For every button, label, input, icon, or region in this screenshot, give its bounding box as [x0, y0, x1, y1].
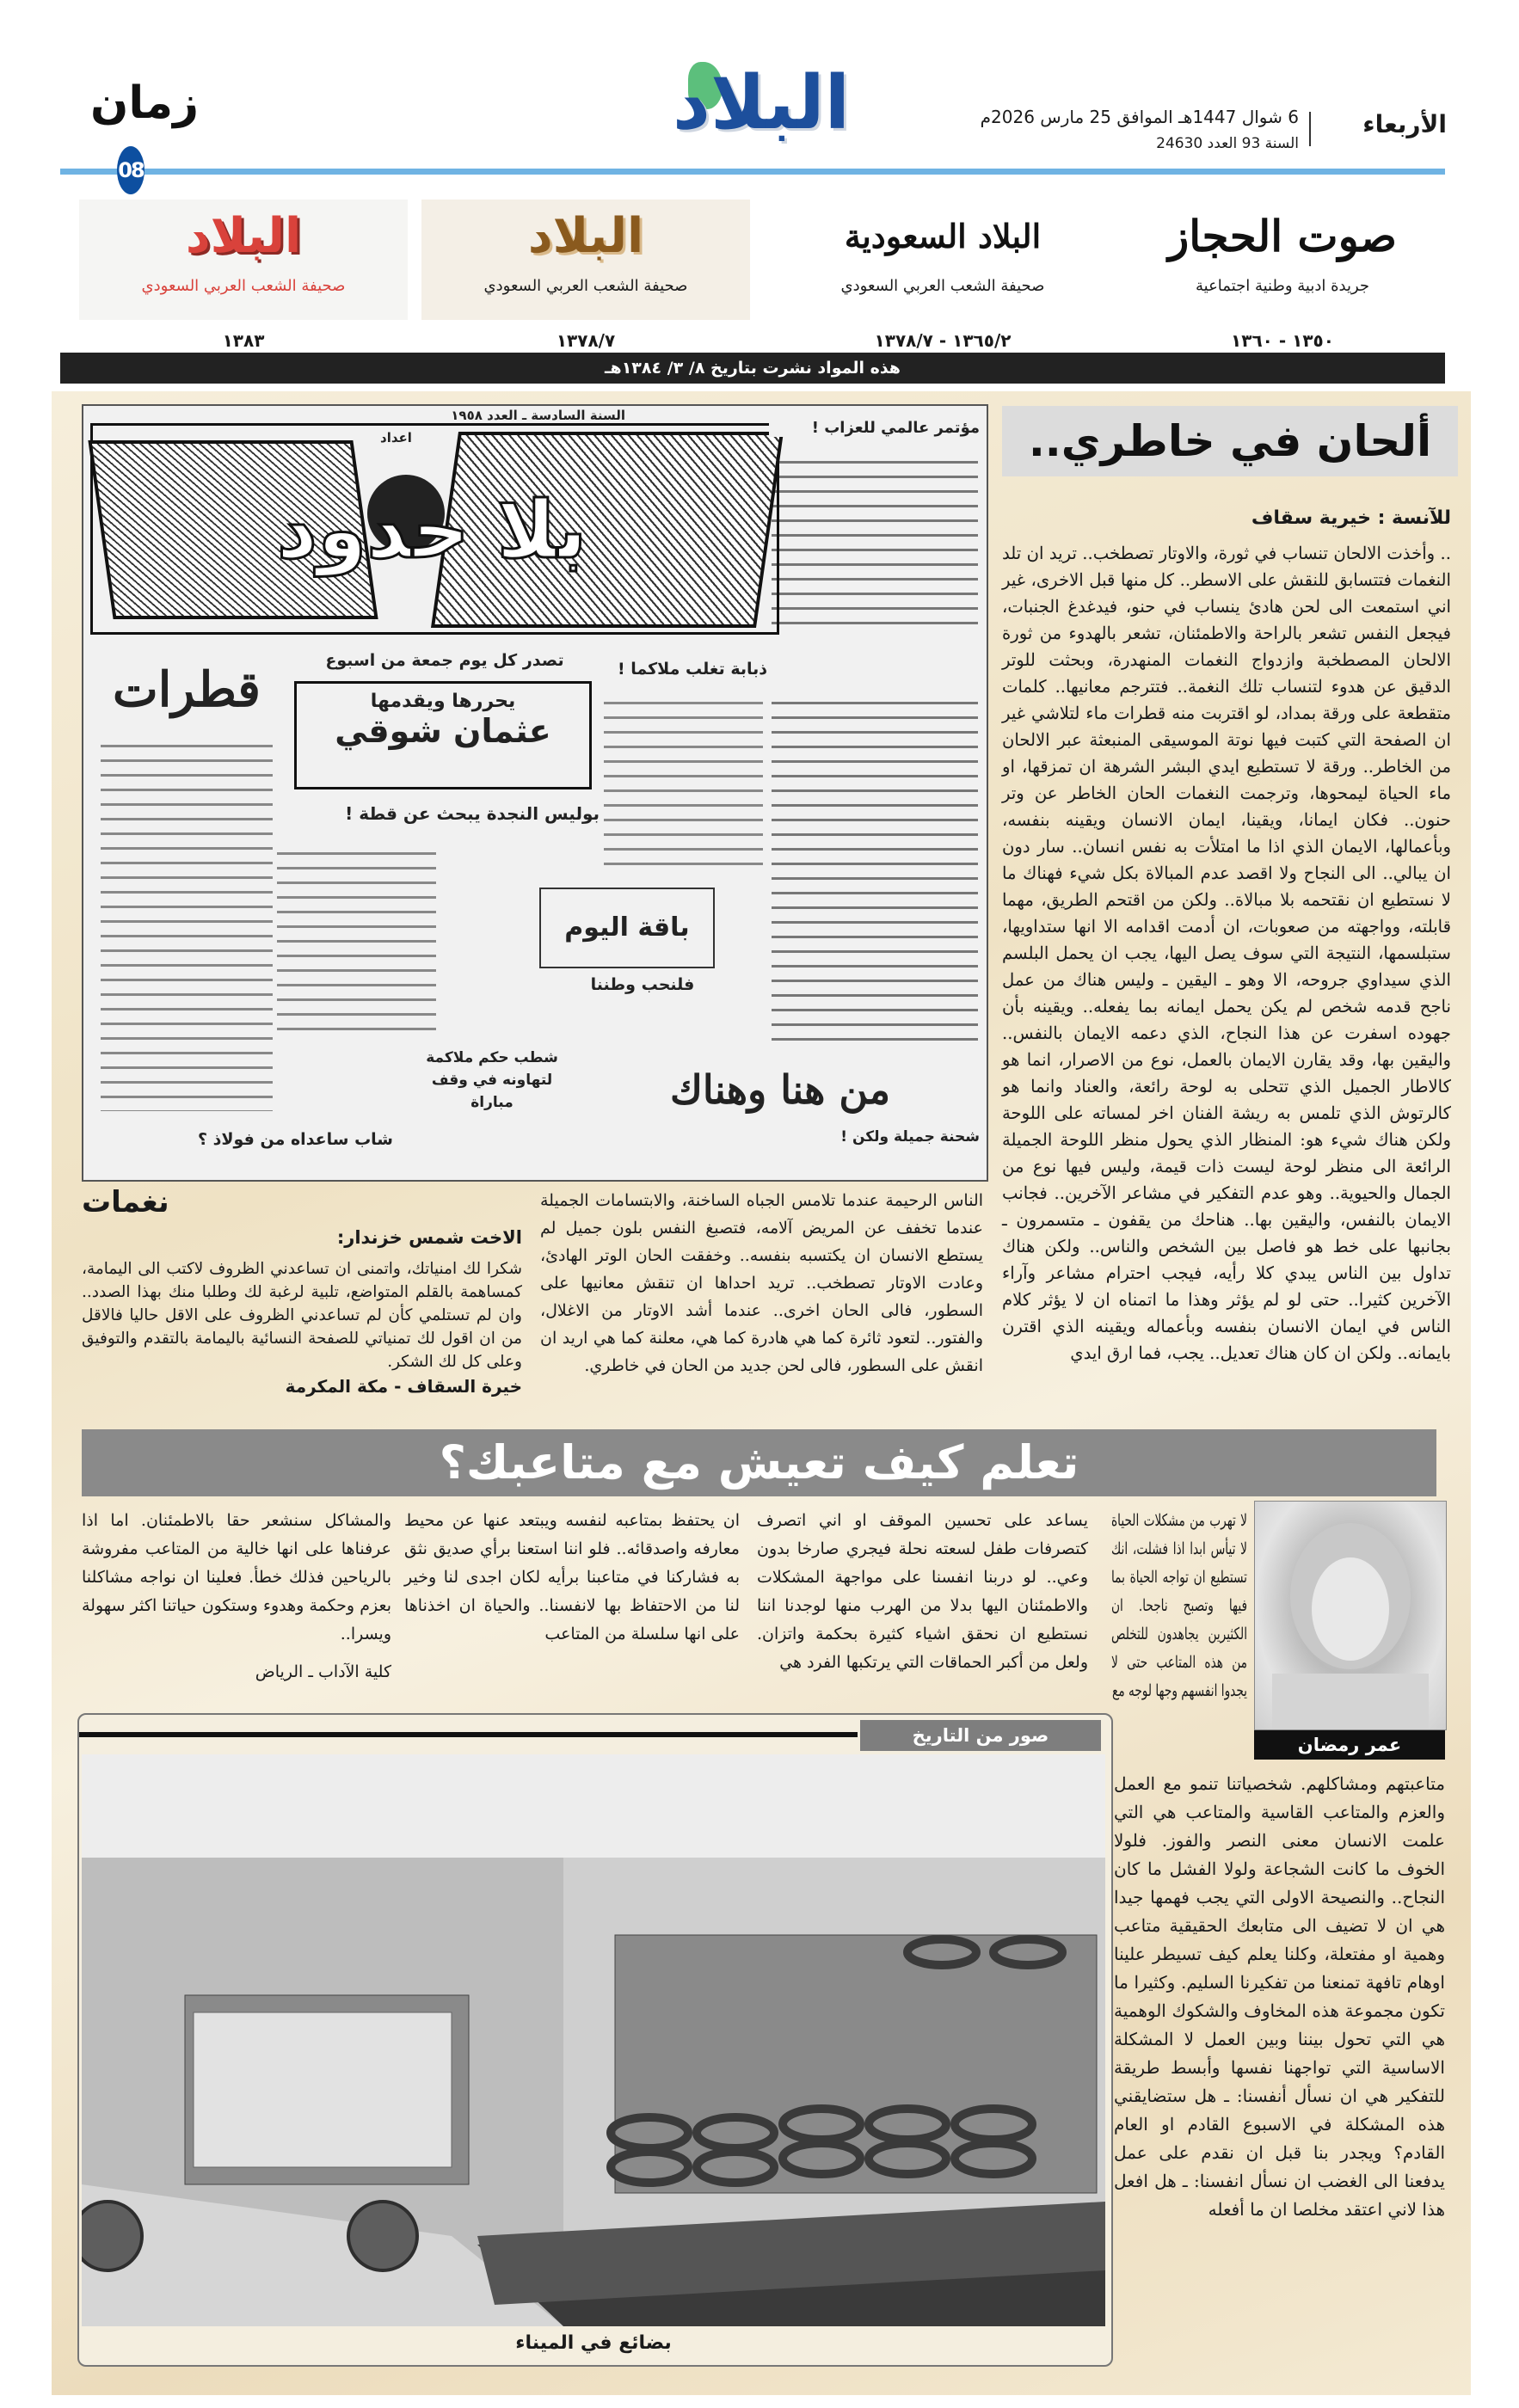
masthead-subtitle: صحيفة الشعب العربي السعودي	[840, 277, 1045, 295]
scan-from-here-title: من هنا وهناك	[582, 1060, 978, 1120]
scan-editor-name: عثمان شوقي	[335, 712, 551, 750]
scan-masthead-note: اعداد	[380, 430, 412, 445]
section-title: زمان	[90, 77, 200, 129]
scan-frequency: تصدر كل يوم جمعة من اسبوع	[325, 651, 564, 670]
history-photo-caption: بضائع في الميناء	[515, 2332, 672, 2354]
scan-issue-line: السنة السادسة ـ العدد ١٩٥٨	[451, 408, 625, 423]
masthead-dates: ١٣٥٠ - ١٣٦٠	[1231, 330, 1334, 351]
masthead-title: البلاد السعودية	[844, 217, 1042, 255]
scanned-newspaper-page	[82, 404, 988, 1182]
newspaper-logo[interactable]: البلاد	[672, 60, 851, 146]
masthead-subtitle: جريدة ادبية وطنية اجتماعية	[1195, 277, 1370, 295]
history-photo-label: صور من التاريخ	[860, 1720, 1101, 1751]
masthead-albilad-alsaudia	[778, 200, 1107, 320]
scan-headline: ذبابة تغلب ملاكما !	[617, 660, 767, 679]
scan-editor-line: يحررها ويقدمها	[370, 691, 516, 712]
masthead-dates: ١٣٧٨/٧	[556, 330, 616, 351]
scan-masthead-title: بلا حدود	[276, 484, 587, 576]
article2-signature: كلية الآداب ـ الرياض	[255, 1662, 391, 1681]
article-body-continuation: الناس الرحيمة عندما تلامس الجباه الساخنة، والابتسامات الجميلة عندما تخفف عن المريض آلامه، فتصبغ النفس بلون جميل لم يستطع الانسان ان يكتسبه بنفسه.. وخفقت الحان الوتر الهادئ، وعادت الاوتار تصطخب.. تريد احداها ان تنقش معانيها على السطور، فالى الحان اخرى.. عندما أشد الاوتار من الاغلال، والفتور.. لتعود ثائرة كما هي هادرة كما هي، معلنة كما هي اريد ان انقش على السطور، فالى لحن جديد من الحان في خاطري.	[540, 1191, 983, 1375]
scan-text-block	[277, 840, 436, 1034]
naghamat-body: شكرا لك امنياتك، واتمنى ان تساعدني الظروف لاكتب الى اليمامة، كمساهمة بالقلم المتواضع، تلبية لرغبة لك وطلبا منك بهذا الصدد.. وان لم تستلمي كأن لم تساعدني الظروف على الاقل حاليا فالاقل من ان اقول لك تمنياتي للصفحة النسائية باليمامة بالتقدم والتوفيق وعلى كل لك الشكر.	[82, 1260, 522, 1371]
masthead-subtitle: صحيفة الشعب العربي السعودي	[483, 277, 688, 295]
author-portrait	[1254, 1501, 1447, 1730]
article2-column: والمشاكل سنشعر حقا بالاطمئنان. اما اذا عرفناها على انها خالية من المتاعب مفروشة بالرياحين فذلك خطأ. فعلينا ان نواجه مشاكلنا بعزم وحكمة وهدوء وستكون حياتنا اكثر سهولة ويسرا..	[82, 1511, 391, 1643]
masthead-dates: ١٣٦٥/٢ - ١٣٧٨/٧	[874, 330, 1012, 351]
publication-notice: هذه المواد نشرت بتاريخ ٨/ ٣/ ١٣٨٤هـ	[60, 353, 1445, 384]
scan-text-block	[772, 690, 978, 1042]
scan-headline: شحنة جميلة ولكن !	[840, 1128, 980, 1146]
scan-text-block	[604, 690, 763, 875]
article2-title: تعلم كيف تعيش مع متاعبك؟	[439, 1435, 1079, 1490]
article2-column: ان يحتفظ بمتاعبه لنفسه ويبتعد عنها عن محيط معارفه واصدقائه.. فلو اننا استعنا برأي صديق نثق به فشاركنا في متاعبنا برأيه لكان اجدى لنا وخير لنا من الاحتفاظ بها لانفسنا.. والحياة ان اخذناها على انها سلسلة من المتاعب	[404, 1511, 740, 1643]
header-rule	[60, 169, 1445, 175]
author-caption: عمر رمضان	[1254, 1730, 1445, 1760]
photo-header-rule	[79, 1732, 858, 1737]
issue-date: 6 شوال 1447هـ الموافق 25 مارس 2026م	[980, 107, 1299, 127]
scan-bouquet-title: باقة اليوم	[539, 888, 715, 968]
masthead-sawt-alhijaz	[1118, 200, 1447, 320]
article-byline: للآنسة : خيرية سقاف	[1251, 507, 1451, 529]
scan-headline: شاب ساعداه من فولاذ ؟	[197, 1130, 393, 1149]
port-goods-photo[interactable]	[82, 1754, 1105, 2326]
page-number-badge: 08	[117, 146, 145, 194]
scan-headline: مؤتمر عالمي للعزاب !	[769, 419, 980, 437]
scan-text-block	[772, 449, 978, 630]
article2-column: لا تهرب من مشكلات الحياة لا تيأس ابدا اذا فشلت، انك تستطيع ان تواجه الحياة بما فيها وتصبح ناجحا. ان الكثيرين يجاهدون للتخلص من هذه المتاعب حتى لا يجدوا انفسهم وجها لوجه مع	[1111, 1511, 1247, 1700]
scan-headline: فلنحب وطننا	[590, 975, 695, 994]
scan-editor-box	[294, 681, 592, 789]
naghamat-signature: خيرة السقاف - مكة المكرمة	[285, 1376, 522, 1397]
masthead-title: صوت الحجاز	[1168, 211, 1397, 261]
article2-column: متاعبتهم ومشاكلهم. شخصياتنا تنمو مع العمل والعزم والمتاعب القاسية والمتاعب هي التي علمت الانسان معنى النصر والفوز. فلولا الخوف ما كانت الشجاعة ولولا الفشل ما كان النجاح.. والنصيحة الاولى التي يجب فهمها جيدا هي ان لا تضيف الى متابعك الحقيقية متاعب وهمية او مفتعلة، وكلنا يعلم كيف تسيطر علينا اوهام تافهة تمنعنا من تفكيرنا السليم. وكثيرا ما تكون مجموعة هذه المخاوف والشكوك الوهمية هي التي تحول بيننا وبين العمل لا المشكلة الاساسية التي تواجهنا نفسها وأبسط طريقة للتفكير هي ان نسأل أنفسنا: ـ هل ستضايقني هذه المشكلة في الاسبوع القادم او العام القادم؟ ويجدر بنا قبل ان نقدم على عمل يدفعنا الى الغضب ان نسأل انفسنا: ـ هل افعل هذا لاني اعتقد مخلصا ان ما أفعله	[1114, 1773, 1445, 2220]
article2-column: يساعد على تحسين الموقف او اني اتصرف كتصرفات طفل لسعته نحلة فيجري صارخا بدون وعي.. لو دربنا انفسنا على مواجهة المشكلات والاطمئنان اليها بدلا من الهرب منها لوجدنا اننا نستطيع ان نحقق اشياء كثيرة بحكمة واتزان. ولعل من أكبر الحماقات التي يرتكبها الفرد هي	[757, 1511, 1088, 1672]
masthead-dates: ١٣٨٣	[222, 330, 265, 351]
scan-headline: بوليس النجدة يبحث عن قطة !	[281, 803, 600, 824]
masthead-albilad-1378	[421, 200, 750, 320]
masthead-title: البلاد	[185, 208, 302, 264]
masthead-subtitle: صحيفة الشعب العربي السعودي	[141, 277, 346, 295]
article-body: .. وأخذت الالحان تنساب في ثورة، والاوتار تصطخب.. تريد ان تلد النغمات فتتسابق للنقش على الاسطر.. كل منها قبل الاخرى، غير اني استمعت الى لحن هادئ ينساب في حنو، فيدغدغ الجنبات، فيجعل النفس تشعر بالراحة والاطمئنان، تشعر بالهدوء من ثورة الالحان المصطخبة وازدواج النغمات المنهدرة، وبحثت للوتر الدقيق عن هدوء لتنساب تلك النغمة.. فتترجم معانيها.. كلمات متقطعة على ورقة بمداد، لو اقتربت منه قطرات ماء لتلاشي غير ان الصفحة التي كتبت فيها نوتة الموسيقى المنبعثة عبر الالحان من الخاطر.. ورقة لا تستطيع ايدي البشر الشرهة ان تمزقها، او ماء الحياة ليمحوها، وترجمت النغمات الحان الخاطر عن وتر حنون.. فكان ايمانا، ويقينا، ايمان الانسان ويقينه بنفسه، وبأعمالها، الايمان الذي اذا ما امتلأت به نفس انسان.. سار دون ان يبالي.. الى النجاح ولا اقصد عدم المبالاة بكل شيء فهناك ما لا نستطيع ان نقتحمه بلا مبالاة.. ولكن من اقتحم الطريق، مهما قابلته، وواجهته من صعوبات، ان أدمت اقدامه الا انها ستداويها، ستبلسمها، النتيجة التي سوف يصل اليها، يجب ان يحمل البلسم الذي سيداوي جروحه، الا وهو ـ اليقين ـ وليس هناك من عمل ناجح قدمه شخص لم يكن يحمل ايمانه بما يفعله.. ويقينه بأن جهوده اسفرت عن هذا النجاح، الذي دعمه الايمان بالنفس.. واليقين بها، وقد يقارن الايمان بالعمل، نوع من الاصرار، انما هو كالاطار الجميل الذي تتحلى به لوحة رائعة، والعناد وانما هو كالرتوش الذي تلمس به ريشة الفنان اخر لمساته على اللوحة ولكن هناك شيء هو: المنظار الذي يحول منظر اللوحة الجميلة الرائعة الى منظر لوحة ليست ذات قيمة، وليس فيها نوع من الجمال والحيوية.. وهو عدم التفكير في مشاعر الآخرين.. فجانب الايمان بالنفس، واليقين بها.. هناحك من يقفون ـ متسمرون ـ بجانبها على خط هو فاصل بين الشخص والناس.. ولكن هناك تداول بين الناس يبدي كلا رأيه، فيجب احترام مشاعر وآراء الآخرين كثيرا.. حتى لو لم يؤثر وهذا ما اتمناه ان لا يؤثر كلام الناس في ايمان الانسان بنفسه وبأعماله ويقينه الذي اقترن بايمانه.. ولكن ان كان هناك تعديل.. يجب، فما ارق ايدي	[1002, 543, 1451, 1363]
article-title: ألحان في خاطري..	[1028, 416, 1432, 466]
issue-number: السنة 93 العدد 24630	[1156, 135, 1299, 152]
scan-headline: شطب حكم ملاكمة لتهاونه في وقف مباراة	[426, 1049, 558, 1111]
naghamat-title: نغمات	[82, 1185, 169, 1219]
issue-day: الأربعاء	[1362, 110, 1447, 138]
scan-text-block	[101, 733, 273, 1111]
scan-qatarat-title: قطرات	[113, 661, 261, 718]
masthead-albilad-1383	[79, 200, 408, 320]
portrait-silhouette-icon	[1255, 1502, 1446, 1729]
header-divider	[1309, 112, 1311, 146]
naghamat-addressee: الاخت شمس خزندار:	[336, 1227, 522, 1248]
masthead-title: البلاد	[527, 208, 644, 264]
